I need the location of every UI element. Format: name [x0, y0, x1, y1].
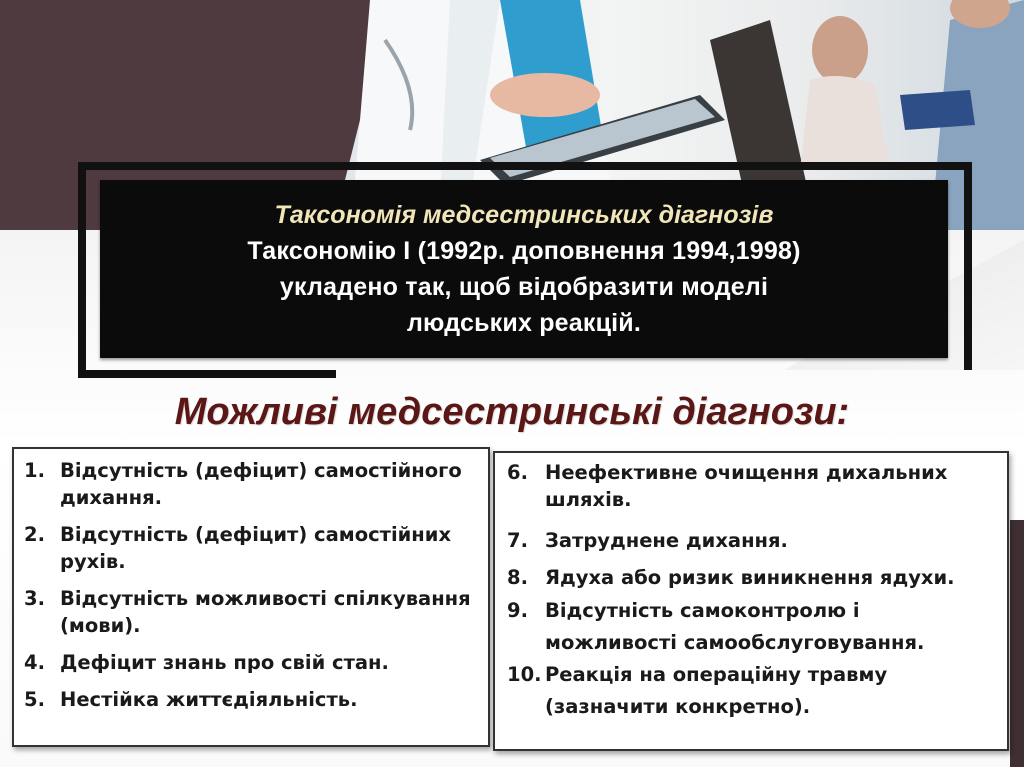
item-text: Відсутність (дефіцит) самостійного дихання.: [60, 459, 462, 509]
title-box: [100, 180, 948, 358]
item-text: Ядуха або ризик виникнення ядухи.: [545, 566, 955, 589]
item-text: Затруднене дихання.: [545, 529, 788, 552]
list-item: [507, 659, 997, 723]
item-number: 8.: [507, 566, 528, 589]
diagnosis-list-left: [12, 447, 490, 747]
list-item: [24, 457, 478, 511]
item-text: Реакція на операційну травму (зазначити конкретно).: [545, 663, 888, 718]
list-item: [507, 595, 997, 659]
item-number: 10.: [507, 663, 542, 686]
item-number: 6.: [507, 461, 528, 484]
title-text-line-2: Таксономію І (1992р. доповнення 1994,1998): [247, 237, 801, 265]
item-text: Відсутність (дефіцит) самостійних рухів.: [60, 523, 452, 573]
item-text: Нестійка життєдіяльність.: [60, 688, 358, 711]
title-text-line-3: укладено так, щоб відобразити моделі: [279, 273, 769, 301]
list-item: [24, 686, 478, 713]
item-text: Дефіцит знань про свій стан.: [60, 651, 389, 674]
diagnosis-list-right: [493, 451, 1009, 751]
doctor-hand: [490, 73, 600, 117]
item-number: 7.: [507, 529, 528, 552]
item-number: 3.: [24, 587, 45, 610]
list-item: [507, 564, 997, 591]
list-item: [24, 521, 478, 575]
item-number: 2.: [24, 523, 45, 546]
item-text: Відсутність можливості спілкування (мови).: [60, 587, 471, 637]
item-number: 4.: [24, 651, 45, 674]
title-heading: Таксономія медсестринських діагнозів: [274, 201, 774, 229]
item-number: 1.: [24, 459, 45, 482]
subheading: Можливі медсестринські діагнози:: [174, 391, 850, 433]
title-text-line-4: людських реакцій.: [406, 309, 642, 337]
list-item: [507, 459, 997, 513]
list-item: [24, 649, 478, 676]
list-item: [507, 527, 997, 554]
right-edge-strip: [1010, 520, 1024, 767]
patient-head: [812, 16, 868, 84]
item-text: Відсутність самоконтролю і можливості самообслуговування.: [545, 599, 925, 654]
item-text: Неефективне очищення дихальних шляхів.: [545, 461, 948, 511]
item-number: 9.: [507, 599, 528, 622]
item-number: 5.: [24, 688, 45, 711]
list-item: [24, 585, 478, 639]
